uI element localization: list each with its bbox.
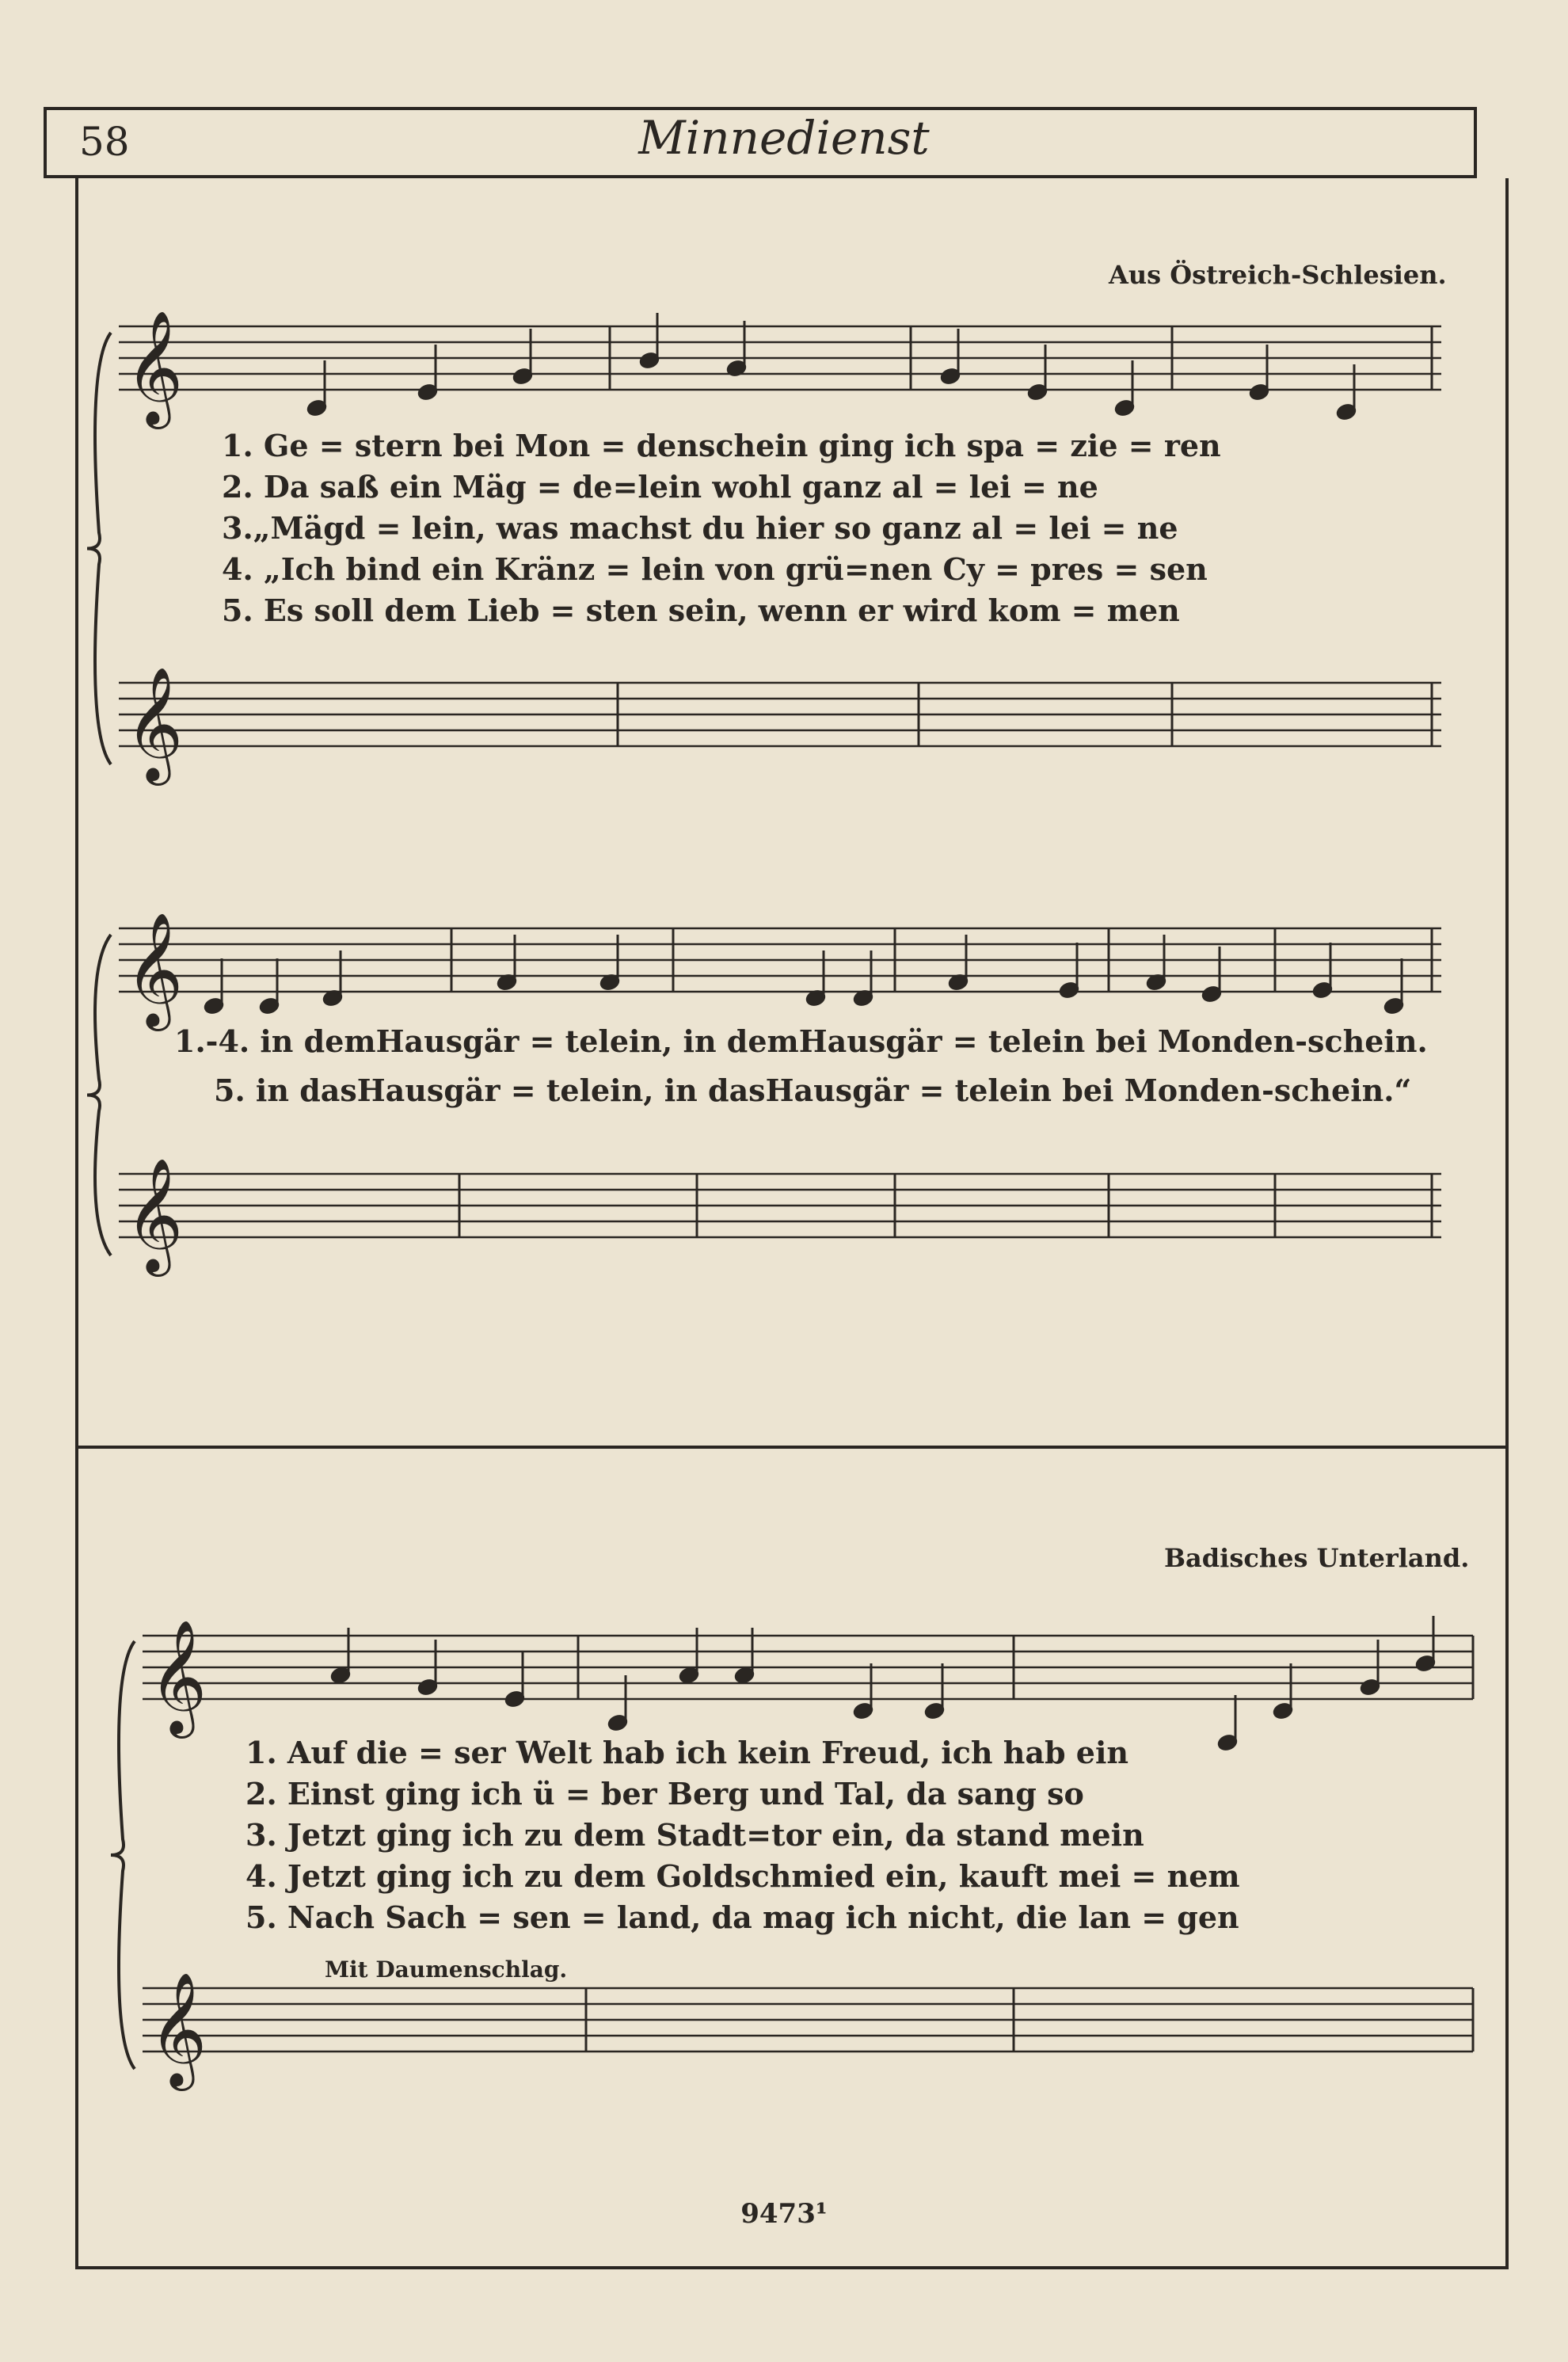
- song1-sys2-brace: [87, 935, 111, 1255]
- song1-verse-3: 3.„Mägd = lein, was machst du hier so ganz al = lei = ne: [222, 510, 1178, 546]
- song2-verse-1: 1. Auf die = ser Welt hab ich kein Freud, ich hab ein: [245, 1735, 1129, 1770]
- song1-verse-2: 2. Da saß ein Mäg = de=lein wohl ganz al = lei = ne: [222, 469, 1098, 505]
- song1-verse-4: 4. „Ich bind ein Kränz = lein von grü=nen Cy = pres = sen: [222, 551, 1208, 587]
- song1-sys1-piano-clef: 𝄞: [125, 667, 184, 781]
- catalog-number: 9473¹: [740, 2198, 828, 2230]
- song2-verse-4: 4. Jetzt ging ich zu dem Goldschmied ein, kauft mei = nem: [245, 1858, 1240, 1894]
- song2-origin: Badisches Unterland.: [1164, 1543, 1470, 1573]
- song1-sys1-brace: [87, 333, 111, 764]
- page-number: 58: [79, 119, 130, 165]
- song1-sys1-voice-clef: 𝄞: [125, 310, 184, 425]
- song1-refrain-2: 5. in dasHausgär = telein, in dasHausgär = telein bei Monden-schein.“: [214, 1072, 1412, 1108]
- song1-refrain-1: 1.-4. in demHausgär = telein, in demHausgär = telein bei Monden-schein.: [174, 1023, 1428, 1059]
- song2-verse-2: 2. Einst ging ich ü = ber Berg und Tal, da sang so: [245, 1776, 1084, 1812]
- song1-verse-5: 5. Es soll dem Lieb = sten sein, wenn er wird kom = men: [222, 592, 1180, 628]
- song1-sys2-voice-clef: 𝄞: [125, 912, 184, 1027]
- song2-piano-clef: 𝄞: [149, 1972, 207, 2086]
- page-title: Minnedienst: [638, 111, 930, 165]
- song2-accompaniment-note: Mit Daumenschlag.: [325, 1956, 568, 1983]
- song2-voice-clef: 𝄞: [149, 1620, 207, 1734]
- song2-verse-3: 3. Jetzt ging ich zu dem Stadt=tor ein, da stand mein: [245, 1817, 1144, 1853]
- song1-sys2-piano-clef: 𝄞: [125, 1158, 184, 1272]
- song1-verse-1: 1. Ge = stern bei Mon = denschein ging ich spa = zie = ren: [222, 428, 1221, 463]
- song2-verse-5: 5. Nach Sach = sen = land, da mag ich nicht, die lan = gen: [245, 1899, 1239, 1935]
- song1-origin: Aus Östreich-Schlesien.: [1109, 260, 1447, 290]
- song2-brace: [111, 1641, 135, 2069]
